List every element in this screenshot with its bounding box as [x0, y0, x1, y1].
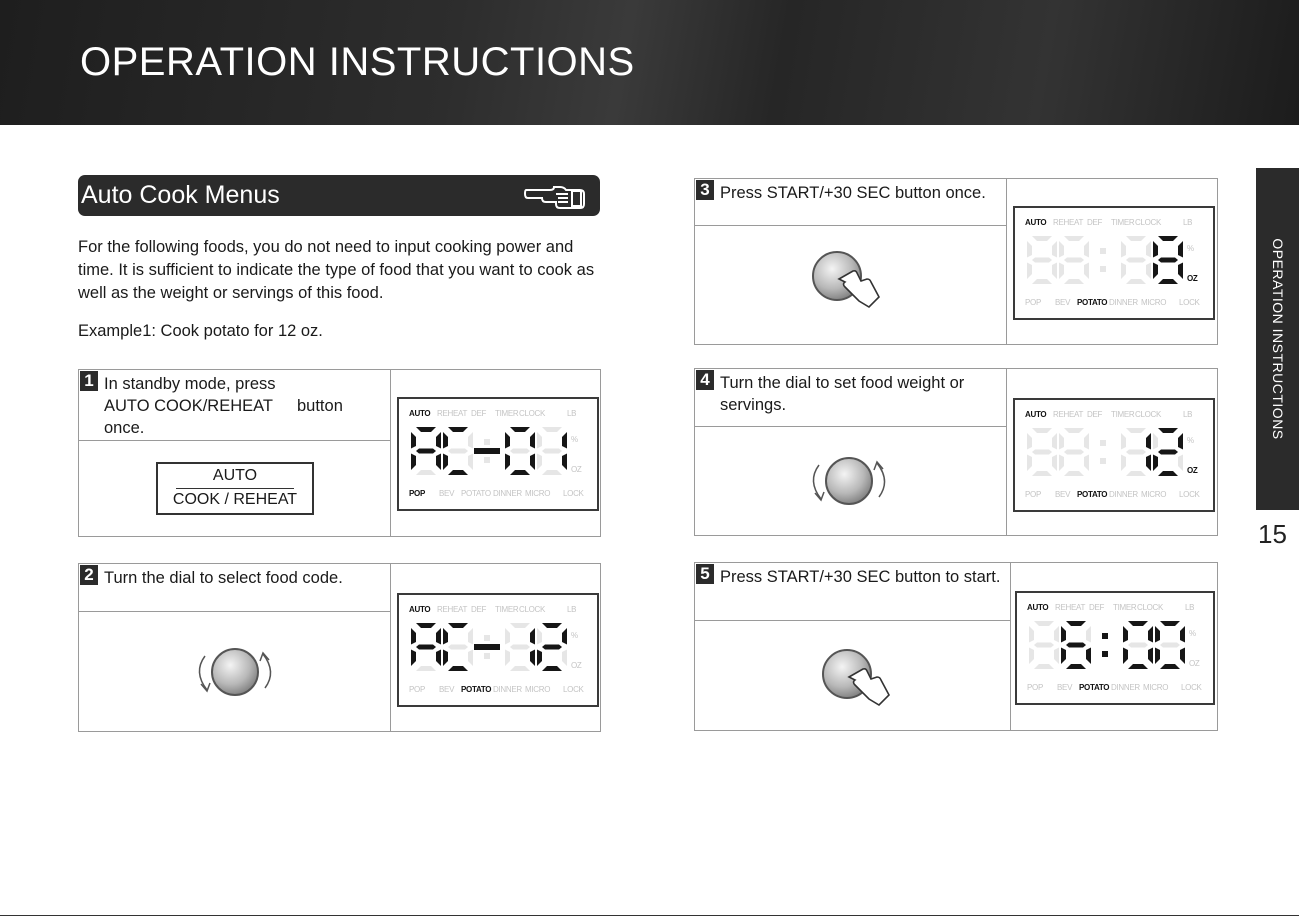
lcd-segment: [1084, 241, 1089, 258]
lcd-segment: [510, 427, 530, 432]
step-number-badge: 4: [696, 370, 714, 390]
step-1-text-line2: [104, 395, 343, 417]
step-divider: [1010, 563, 1011, 730]
step-1-text-line3: once.: [104, 419, 145, 437]
lcd-label-bev: BEV: [439, 685, 455, 694]
lcd-segment: [468, 454, 473, 471]
step-5: [694, 562, 1218, 731]
lcd-label-oz: OZ: [1189, 659, 1200, 668]
lcd-segment: [1126, 258, 1146, 263]
lcd-segment: [542, 645, 562, 650]
lcd-label-potato: POTATO: [1079, 683, 1110, 692]
step-1-button-word: button: [297, 397, 343, 415]
lcd-label-reheat: REHEAT: [437, 605, 468, 614]
lcd-segment: [1148, 626, 1153, 643]
lcd-segment: [1155, 626, 1160, 643]
lcd-segment: [1052, 433, 1057, 450]
intro-paragraph: For the following foods, you do not need to input cooking power and time. It is sufficient to indicate the type of food that you want to cook as well as the weight or servings of this food.: [78, 238, 595, 302]
lcd-segment: [1180, 648, 1185, 665]
lcd-label-clock: CLOCK: [1135, 218, 1162, 227]
section-heading-bar: [78, 175, 600, 216]
lcd-segment: [1126, 471, 1146, 476]
lcd-segment: [416, 623, 436, 628]
lcd-segment: [542, 470, 562, 475]
lcd-label-micro: MICRO: [1141, 490, 1167, 499]
lcd-segment: [1052, 263, 1057, 280]
lcd-segment: [1027, 263, 1032, 280]
lcd-segment: [1064, 279, 1084, 284]
lcd-segment: [436, 454, 441, 471]
lcd-segment: [505, 454, 510, 471]
lcd-segment: [468, 432, 473, 449]
lcd-segment: [510, 645, 530, 650]
step-1-text-line1: In standby mode, press: [104, 375, 276, 393]
lcd-segment: [542, 623, 562, 628]
lcd-label-clock: CLOCK: [519, 409, 546, 418]
step-number-badge: 1: [80, 371, 98, 391]
lcd-segment: [443, 628, 448, 645]
lcd-segment: [416, 427, 436, 432]
lcd-label-lb: LB: [1183, 410, 1193, 419]
step-3-text: Press START/+30 SEC button once.: [720, 184, 986, 202]
lcd-segment: [1032, 471, 1052, 476]
lcd-segment: [1178, 263, 1183, 280]
lcd-dash: [474, 448, 500, 454]
lcd-segment: [1158, 236, 1178, 241]
step-3: [694, 178, 1218, 345]
lcd-segment: [411, 650, 416, 667]
lcd-segment: [1158, 428, 1178, 433]
lcd-segment: [510, 666, 530, 671]
step-divider: [695, 426, 1006, 427]
lcd-label-clock: CLOCK: [519, 605, 546, 614]
lcd-segment: [1061, 648, 1066, 665]
lcd-segment: [436, 650, 441, 667]
lcd-segment: [1121, 263, 1126, 280]
lcd-segment: [1054, 626, 1059, 643]
section-title: Auto Cook Menus: [81, 181, 280, 209]
lcd-segment: [411, 432, 416, 449]
lcd-label-micro: MICRO: [1143, 683, 1169, 692]
lcd-segment: [1158, 471, 1178, 476]
lcd-label-dinner: DINNER: [1111, 683, 1140, 692]
auto-button-label-top: AUTO: [212, 467, 258, 484]
lcd-label-potato: POTATO: [461, 685, 492, 694]
step-4-text: [720, 372, 964, 416]
lcd-segment: [1146, 455, 1151, 472]
lcd-label-percent: %: [1189, 629, 1196, 638]
side-tab-label: OPERATION INSTRUCTIONS: [1269, 238, 1286, 440]
lcd-label-lb: LB: [567, 605, 577, 614]
lcd-segment: [1059, 455, 1064, 472]
lcd-label-oz: OZ: [571, 465, 582, 474]
lcd-label-timer: TIMER: [1111, 218, 1135, 227]
lcd-segment: [1032, 258, 1052, 263]
lcd-segment: [1148, 648, 1153, 665]
lcd-segment: [542, 427, 562, 432]
lcd-segment: [1180, 626, 1185, 643]
page-number: 15: [1258, 519, 1287, 549]
lcd-label-potato: POTATO: [461, 489, 491, 498]
lcd-segment: [1027, 433, 1032, 450]
lcd-label-lb: LB: [1185, 603, 1195, 612]
lcd-segment: [1027, 455, 1032, 472]
lcd-segment: [1059, 263, 1064, 280]
lcd-label-reheat: REHEAT: [1053, 410, 1084, 419]
lcd-label-dinner: DINNER: [1109, 298, 1138, 307]
lcd-label-oz: OZ: [1187, 466, 1198, 475]
lcd-segment: [1158, 258, 1178, 263]
lcd-segment: [1155, 648, 1160, 665]
lcd-label-percent: %: [571, 435, 578, 444]
lcd-label-clock: CLOCK: [1137, 603, 1164, 612]
lcd-segment: [1160, 643, 1180, 648]
lcd-segment: [1029, 648, 1034, 665]
lcd-label-dinner: DINNER: [1109, 490, 1138, 499]
step-2: [78, 563, 601, 732]
lcd-segment: [436, 432, 441, 449]
lcd-colon-dot: [484, 457, 490, 463]
lcd-segment: [1126, 279, 1146, 284]
press-knob-icon[interactable]: [809, 249, 885, 311]
lcd-segment: [448, 645, 468, 650]
lcd-display: [397, 397, 599, 511]
lcd-segment: [1059, 433, 1064, 450]
lcd-label-timer: TIMER: [1111, 410, 1135, 419]
example-text: Example1: Cook potato for 12 oz.: [78, 322, 323, 340]
lcd-segment: [1086, 648, 1091, 665]
auto-button-label-bottom: COOK / REHEAT: [172, 491, 298, 508]
lcd-segment: [1066, 621, 1086, 626]
lcd-segment: [448, 427, 468, 432]
lcd-segment: [416, 449, 436, 454]
lcd-segment: [537, 432, 542, 449]
step-number-badge: 5: [696, 564, 714, 584]
lcd-label-dinner: DINNER: [493, 685, 522, 694]
step-5-text: Press START/+30 SEC button to start.: [720, 568, 1001, 586]
lcd-label-bev: BEV: [439, 489, 455, 498]
lcd-segment: [1160, 664, 1180, 669]
lcd-segment: [1178, 455, 1183, 472]
lcd-label-oz: OZ: [571, 661, 582, 670]
lcd-label-pop: POP: [409, 685, 425, 694]
lcd-label-micro: MICRO: [525, 489, 551, 498]
lcd-segment: [1064, 236, 1084, 241]
lcd-colon-dot: [1100, 440, 1106, 446]
lcd-segment: [468, 628, 473, 645]
lcd-segment: [1146, 433, 1151, 450]
auto-button-rule: [176, 488, 294, 489]
lcd-segment: [562, 650, 567, 667]
lcd-segment: [1032, 428, 1052, 433]
lcd-segment: [448, 623, 468, 628]
lcd-segment: [1128, 643, 1148, 648]
lcd-label-lock: LOCK: [1181, 683, 1202, 692]
lcd-label-def: DEF: [1089, 603, 1105, 612]
lcd-label-pop: POP: [409, 489, 425, 498]
lcd-segment: [1146, 241, 1151, 258]
lcd-segment: [416, 470, 436, 475]
lcd-label-reheat: REHEAT: [1053, 218, 1084, 227]
step-divider: [695, 225, 1006, 226]
lcd-label-auto: AUTO: [1025, 218, 1047, 227]
lcd-segment: [537, 650, 542, 667]
lcd-label-bev: BEV: [1055, 298, 1071, 307]
lcd-label-lb: LB: [1183, 218, 1193, 227]
lcd-segment: [448, 449, 468, 454]
lcd-label-percent: %: [571, 631, 578, 640]
pointing-hand-icon: [524, 182, 588, 210]
lcd-colon-dot: [484, 635, 490, 641]
lcd-label-percent: %: [1187, 436, 1194, 445]
lcd-segment: [1064, 258, 1084, 263]
lcd-segment: [1086, 626, 1091, 643]
lcd-segment: [542, 666, 562, 671]
lcd-segment: [510, 470, 530, 475]
lcd-segment: [1178, 241, 1183, 258]
step-4-text-line2: servings.: [720, 396, 787, 414]
lcd-segment: [1032, 236, 1052, 241]
lcd-segment: [505, 628, 510, 645]
page-header: [0, 0, 1299, 125]
lcd-label-lb: LB: [567, 409, 577, 418]
step-number-badge: 2: [80, 565, 98, 585]
lcd-segment: [530, 432, 535, 449]
lcd-segment: [416, 666, 436, 671]
lcd-segment: [1128, 664, 1148, 669]
lcd-label-micro: MICRO: [525, 685, 551, 694]
lcd-label-auto: AUTO: [1025, 410, 1047, 419]
lcd-display: [1015, 591, 1215, 705]
lcd-segment: [416, 645, 436, 650]
lcd-segment: [1126, 428, 1146, 433]
lcd-segment: [436, 628, 441, 645]
auto-cook-reheat-button[interactable]: [156, 462, 314, 515]
lcd-segment: [562, 432, 567, 449]
lcd-segment: [1128, 621, 1148, 626]
step-1: [78, 369, 601, 537]
lcd-segment: [1066, 664, 1086, 669]
lcd-segment: [448, 470, 468, 475]
lcd-segment: [411, 628, 416, 645]
lcd-segment: [530, 628, 535, 645]
lcd-segment: [537, 454, 542, 471]
lcd-segment: [505, 650, 510, 667]
lcd-segment: [448, 666, 468, 671]
lcd-label-def: DEF: [471, 605, 487, 614]
lcd-segment: [1054, 648, 1059, 665]
lcd-colon-dot: [1102, 651, 1108, 657]
lcd-segment: [1123, 648, 1128, 665]
lcd-colon-dot: [1100, 266, 1106, 272]
lcd-segment: [443, 650, 448, 667]
lcd-label-lock: LOCK: [1179, 490, 1200, 499]
press-knob-icon[interactable]: [819, 647, 895, 709]
lcd-segment: [1034, 664, 1054, 669]
lcd-colon-dot: [1102, 633, 1108, 639]
lcd-label-timer: TIMER: [495, 605, 519, 614]
lcd-segment: [1032, 279, 1052, 284]
lcd-label-lock: LOCK: [563, 685, 584, 694]
lcd-display: [1013, 206, 1215, 320]
lcd-colon-dot: [484, 439, 490, 445]
lcd-label-micro: MICRO: [1141, 298, 1167, 307]
lcd-display: [397, 593, 599, 707]
lcd-segment: [562, 628, 567, 645]
step-4-text-line1: Turn the dial to set food weight or: [720, 374, 965, 392]
lcd-dash: [474, 644, 500, 650]
lcd-segment: [468, 650, 473, 667]
step-divider: [390, 564, 391, 731]
lcd-display: [1013, 398, 1215, 512]
lcd-segment: [1158, 279, 1178, 284]
lcd-segment: [1064, 450, 1084, 455]
lcd-segment: [1126, 450, 1146, 455]
lcd-segment: [1052, 455, 1057, 472]
lcd-label-lock: LOCK: [1179, 298, 1200, 307]
lcd-segment: [1123, 626, 1128, 643]
step-1-text: [104, 373, 343, 439]
lcd-label-def: DEF: [1087, 410, 1103, 419]
lcd-segment: [1084, 433, 1089, 450]
rotating-dial-icon[interactable]: [801, 453, 897, 509]
step-1-button-name: AUTO COOK/REHEAT: [104, 397, 273, 415]
lcd-label-reheat: REHEAT: [1055, 603, 1086, 612]
lcd-segment: [1126, 236, 1146, 241]
lcd-label-potato: POTATO: [1077, 490, 1108, 499]
lcd-label-pop: POP: [1025, 490, 1041, 499]
lcd-segment: [530, 650, 535, 667]
lcd-label-oz: OZ: [1187, 274, 1198, 283]
lcd-label-def: DEF: [1087, 218, 1103, 227]
bottom-rule: [0, 915, 1299, 916]
side-tab: [1256, 168, 1299, 510]
lcd-colon-dot: [1100, 248, 1106, 254]
lcd-segment: [1059, 241, 1064, 258]
lcd-segment: [443, 454, 448, 471]
step-divider: [79, 440, 390, 441]
lcd-segment: [505, 432, 510, 449]
lcd-label-auto: AUTO: [409, 409, 431, 418]
lcd-segment: [1084, 263, 1089, 280]
lcd-segment: [1153, 263, 1158, 280]
rotating-dial-icon[interactable]: [187, 644, 283, 700]
lcd-segment: [1121, 241, 1126, 258]
lcd-segment: [1178, 433, 1183, 450]
lcd-segment: [1153, 241, 1158, 258]
lcd-segment: [443, 432, 448, 449]
lcd-segment: [1153, 433, 1158, 450]
lcd-segment: [510, 623, 530, 628]
step-divider: [695, 620, 1010, 621]
lcd-label-dinner: DINNER: [493, 489, 522, 498]
lcd-segment: [530, 454, 535, 471]
lcd-segment: [510, 449, 530, 454]
lcd-label-pop: POP: [1027, 683, 1043, 692]
lcd-segment: [1121, 433, 1126, 450]
lcd-segment: [1160, 621, 1180, 626]
page-title: OPERATION INSTRUCTIONS: [80, 40, 635, 84]
lcd-label-reheat: REHEAT: [437, 409, 468, 418]
step-divider: [79, 611, 390, 612]
lcd-segment: [1146, 263, 1151, 280]
step-2-text: Turn the dial to select food code.: [104, 569, 343, 587]
lcd-segment: [1064, 428, 1084, 433]
lcd-label-timer: TIMER: [1113, 603, 1137, 612]
lcd-segment: [537, 628, 542, 645]
lcd-segment: [1027, 241, 1032, 258]
lcd-segment: [1034, 643, 1054, 648]
lcd-segment: [1034, 621, 1054, 626]
lcd-segment: [542, 449, 562, 454]
lcd-label-def: DEF: [471, 409, 487, 418]
lcd-segment: [1066, 643, 1086, 648]
lcd-colon-dot: [1100, 458, 1106, 464]
lcd-label-auto: AUTO: [1027, 603, 1049, 612]
lcd-label-potato: POTATO: [1077, 298, 1108, 307]
lcd-segment: [1153, 455, 1158, 472]
lcd-label-auto: AUTO: [409, 605, 431, 614]
lcd-label-bev: BEV: [1055, 490, 1071, 499]
lcd-label-lock: LOCK: [563, 489, 584, 498]
lcd-segment: [1052, 241, 1057, 258]
lcd-segment: [1084, 455, 1089, 472]
lcd-segment: [562, 454, 567, 471]
lcd-label-timer: TIMER: [495, 409, 519, 418]
lcd-label-pop: POP: [1025, 298, 1041, 307]
lcd-label-percent: %: [1187, 244, 1194, 253]
step-4: [694, 368, 1218, 536]
lcd-segment: [1064, 471, 1084, 476]
lcd-label-bev: BEV: [1057, 683, 1073, 692]
lcd-colon-dot: [484, 653, 490, 659]
step-divider: [390, 370, 391, 536]
lcd-segment: [1061, 626, 1066, 643]
step-divider: [1006, 179, 1007, 344]
lcd-segment: [1121, 455, 1126, 472]
step-number-badge: 3: [696, 180, 714, 200]
lcd-label-clock: CLOCK: [1135, 410, 1162, 419]
lcd-segment: [411, 454, 416, 471]
lcd-segment: [1032, 450, 1052, 455]
step-divider: [1006, 369, 1007, 535]
lcd-segment: [1029, 626, 1034, 643]
lcd-segment: [1158, 450, 1178, 455]
